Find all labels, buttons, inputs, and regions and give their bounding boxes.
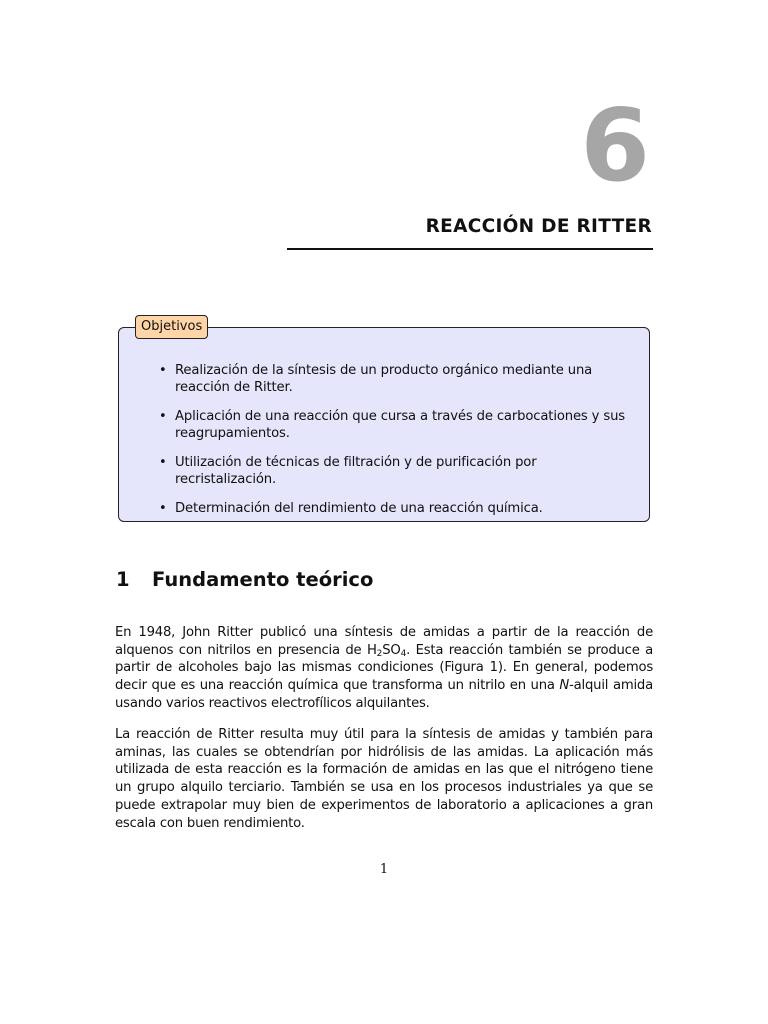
section-heading: [116, 568, 373, 591]
bullet-icon: •: [159, 455, 167, 470]
objective-text: Realización de la síntesis de un producto orgánico mediante una reacción de Ritter.: [175, 363, 593, 395]
paragraph-applications: La reacción de Ritter resulta muy útil para la síntesis de amidas y también para aminas, las cuales se obtendrían por hidrólisis de las amidas. La aplicación más utilizada de esta reacción es la formación de amidas en las que el nitrógeno tiene un grupo alquilo terciario. También se usa en los procesos industriales ya que se puede extrapolar muy bien de experimentos de laboratorio a aplicaciones a gran escala con buen rendimiento.: [115, 727, 653, 831]
paragraph-text: -alquil amida usando varios reactivos electrofílicos alquilantes.: [115, 678, 653, 711]
objective-item: [155, 454, 635, 488]
objective-text: Determinación del rendimiento de una reacción química.: [175, 501, 543, 516]
bullet-icon: •: [159, 363, 167, 378]
paragraph-text: En 1948, John Ritter publicó una síntesis de amidas a partir de la reacción de alquenos con nitrilos en presencia de H: [115, 625, 653, 658]
page-number: 1: [379, 862, 389, 877]
objective-text: Utilización de técnicas de filtración y de purificación por recristalización.: [175, 455, 537, 487]
paragraph-text: . Esta reacción también se produce a partir de alcoholes bajo las mismas condiciones (Figura 1). En general, podemos decir que es una reacción química que transforma un nitrilo en una: [115, 642, 653, 694]
section-title: Fundamento teórico: [152, 568, 374, 591]
objectives-tag: Objetivos: [135, 315, 208, 339]
bullet-icon: •: [159, 409, 167, 424]
objective-item: [155, 408, 635, 442]
objective-text: Aplicación de una reacción que cursa a través de carbocationes y sus reagrupamientos.: [175, 409, 626, 441]
section-number: 1: [116, 568, 130, 591]
objectives-list: [155, 362, 635, 529]
italic-text: N: [559, 678, 570, 694]
chapter-number: 6: [580, 87, 650, 204]
subscript: 2: [376, 648, 383, 659]
subscript: 4: [400, 648, 407, 659]
chapter-title-rule: [287, 248, 653, 250]
paragraph-text: SO: [382, 642, 401, 658]
paragraph-intro: [115, 624, 653, 713]
objective-item: [155, 500, 635, 517]
objective-item: [155, 362, 635, 396]
bullet-icon: •: [159, 501, 167, 516]
chapter-title: REACCIÓN DE RITTER: [425, 216, 652, 237]
